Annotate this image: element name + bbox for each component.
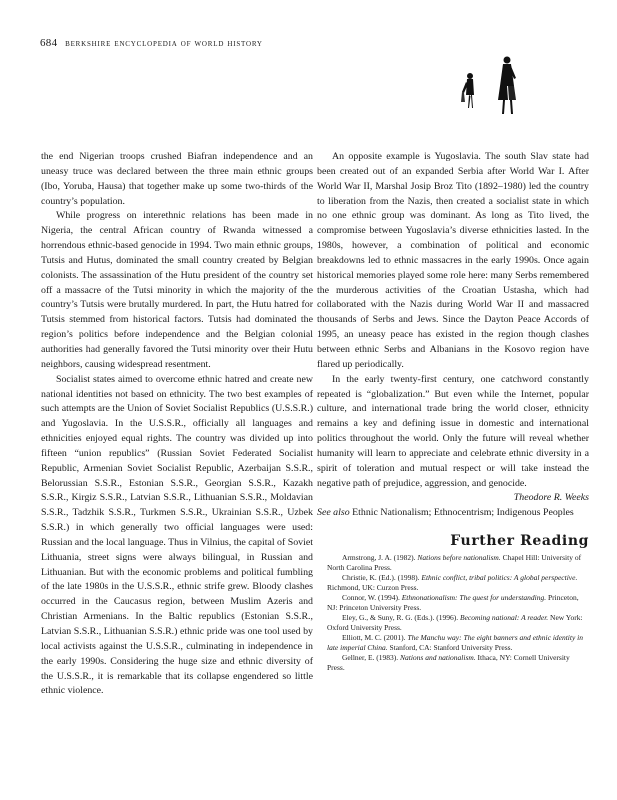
paragraph: In the early twenty-first century, one catchword constantly repeated is “globalization.” But even while the Internet, popular culture, and international trade bring the world closer, ethnicity remains a key and defining issue in domestic and international politics throughout the world. Only the future will reveal whether humanity will learn to appreciate and celebrate ethnic diversity in a spirit of toleration and mutual respect or will take instead the negative path of prejudice, aggression, and genocide.	[317, 373, 589, 489]
paragraph: An opposite example is Yugoslavia. The south Slav state had been created out of an expanded Serbia after World War I. After World War II, Marshal Josip Broz Tito (1892–1980) led the country to liberation from the Nazis, then created a socialist state in which no one ethnic group was dominant. As long as Tito lived, the compromise between Yugoslavia’s diverse ethnicities lasted. In the 1980s, however, a combination of political and economic breakdowns led to ethnic massacres in the early 1990s. Once again historical memories played some role here: many Serbs remembered the murderous activities of the Croatian Ustasha, which had collaborated with the Nazis during World War II and massacred thousands of Serbs and Jews. Since the Dayton Peace Accords of 1995, an uneasy peace has existed in the region though clashes between ethnic Serbs and Albanians in the Kosovo region have flared up periodically.	[317, 151, 589, 370]
paragraph: the end Nigerian troops crushed Biafran independence and an uneasy truce was declared between the three main ethnic groups (Ibo, Yoruba, Hausa) that together make up some two-thirds of the country’s population.	[41, 151, 313, 207]
running-header	[40, 37, 263, 49]
reference-item: Armstrong, J. A. (1982). Nations before nationalism. Chapel Hill: University of North Carolina Press.	[327, 552, 582, 572]
reference-list	[317, 553, 589, 673]
author-signature: Theodore R. Weeks	[513, 492, 589, 504]
paragraph: Socialist states aimed to overcome ethnic hatred and create new national identities not based on ethnicity. The two best examples of such attempts are the Union of Soviet Socialist Republics (U.S.S.R.) and Yugoslavia. In the U.S.S.R., officially all languages and ethnicities enjoyed equal rights. The country was divided up into fifteen “union republics” (Russian Soviet Federated Socialist Republic, Armenian Soviet Socialist Republic, Azerbaijan S.S.R., Belorussian S.S.R., Estonian S.S.R., Georgian S.S.R., Kazakh S.S.R., Kirgiz S.S.R., Latvian S.S.R., Lithuanian S.S.R., Moldavian S.S.R., Tadzhik S.S.R., Turkmen S.S.R., Ukrainian S.S.R., Uzbek S.S.R.) in which generally two official languages were used: Russian and the local language. Thus in Vilnius, the capital of Soviet Lithuania, street signs were always bilingual, in Russian and Lithuanian. But with the economic problems and political fumbling of the late 1980s in the U.S.S.R., ethnic strife grew. Bloody clashes occurred in the Caucasus region, between Muslim Azeris and Christian Armenians. In the Baltic republics (Estonian S.S.R., Latvian S.S.R., Lithuanian S.S.R.) ethnic pride was one tool used by local activists against the U.S.S.R., culminating in independence in the early 1990s. Considering the huge size and ethnic diversity of the U.S.S.R., it is remarkable that its collapse engendered so little ethnic violence.	[41, 373, 313, 697]
reference-item: Christie, K. (Ed.). (1998). Ethnic conflict, tribal politics: A global perspective. Richmond, UK: Curzon Press.	[327, 572, 578, 592]
reference-item: Eley, G., & Suny, R. G. (Eds.). (1996). Becoming national: A reader. New York: Oxford University Press.	[327, 612, 583, 632]
reference-item: Gellner, E. (1983). Nations and nationalism. Ithaca, NY: Cornell University Press.	[327, 652, 570, 672]
left-column	[41, 150, 313, 699]
right-column	[317, 150, 589, 673]
see-also-text: Ethnic Nationalism; Ethnocentrism; Indigenous Peoples	[352, 507, 574, 519]
reference-item: Elliott, M. C. (2001). The Manchu way: The eight banners and ethnic identity in late imperial China. Stanford, CA: Stanford University Press.	[327, 632, 584, 652]
paragraph: While progress on interethnic relations has been made in Nigeria, the central African country of Rwanda witnessed a horrendous ethnic-based genocide in 1994. Two main ethnic groups, Tutsis and Hutus, dominated the small country created by Belgian colonists. The assassination of the Hutu president of the country set off a massacre of the Tutsi minority in which the majority of the country’s Tutsis were brutally murdered. In part, the Hutu hatred for Tutsis stemmed from historical factors. Tutsis had dominated the region’s politics before independence and the Belgian colonial authorities had generally favored the Tutsi minority over their Hutu neighbors, causing widespread resentment.	[41, 210, 313, 370]
see-also-label: See also	[317, 507, 350, 519]
two-figures-image	[452, 48, 532, 128]
running-title: berkshire encyclopedia of world history	[65, 39, 263, 49]
further-reading-title: Further Reading	[450, 533, 589, 550]
figures-illustration	[452, 48, 532, 128]
reference-item: Connor, W. (1994). Ethnonationalism: The quest for understanding. Princeton, NJ: Princeton University Press.	[327, 592, 579, 612]
see-also	[317, 506, 589, 521]
page-number: 684	[40, 37, 58, 49]
